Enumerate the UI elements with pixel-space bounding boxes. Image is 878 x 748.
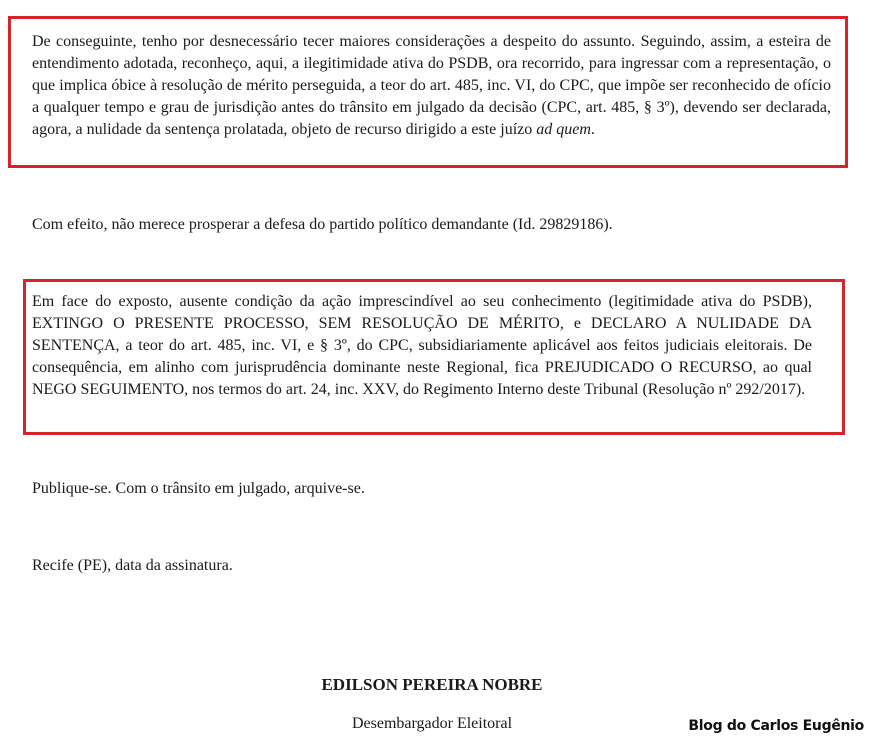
paragraph-illegitimacy-end: .: [590, 121, 595, 138]
ad-quem-italic: ad quem: [536, 121, 591, 138]
signer-title: Desembargador Eleitoral: [351, 715, 513, 732]
paragraph-defense: Com efeito, não merece prosperar a defesa do partido político demandante (Id. 29829186).: [32, 216, 613, 233]
paragraph-illegitimacy-text: De conseguinte, tenho por desnecessário tecer maiores considerações a despeito do assunto. Seguindo, assim, a esteira de entendimento adotada, reconheço, aqui, a ilegitimidade ativa do PSDB, ora recorrido, para ingressar com a representação, o que implica óbice à resolução de mérito perseguida, a teor do art. 485, inc. VI, do CPC, que impõe ser reconhecido de ofício a qualquer tempo e grau de jurisdição antes do trânsito em julgado da decisão (CPC, art. 485, § 3º), devendo ser declarada, agora, a nulidade da sentença prolatada, objeto de recurso dirigido a este juízo: [32, 33, 831, 138]
blog-watermark: Blog do Carlos Eugênio: [688, 718, 864, 734]
paragraph-place-date: Recife (PE), data da assinatura.: [32, 557, 233, 574]
paragraph-illegitimacy: [32, 31, 831, 141]
signer-name: EDILSON PEREIRA NOBRE: [321, 675, 543, 694]
paragraph-dispositive: Em face do exposto, ausente condição da ação imprescindível ao seu conhecimento (legitimidade ativa do PSDB), EXTINGO O PRESENTE PROCESSO, SEM RESOLUÇÃO DE MÉRITO, e DECLARO A NULIDADE DA SENTENÇA, a teor do art. 485, inc. VI, e § 3º, do CPC, subsidiariamente aplicável aos feitos judiciais eleitorais. De consequência, em alinho com jurisprudência dominante neste Regional, fica PREJUDICADO O RECURSO, ao qual NEGO SEGUIMENTO, nos termos do art. 24, inc. XXV, do Regimento Interno deste Tribunal (Resolução nº 292/2017).: [32, 293, 812, 398]
paragraph-publish: Publique-se. Com o trânsito em julgado, arquive-se.: [32, 480, 365, 497]
